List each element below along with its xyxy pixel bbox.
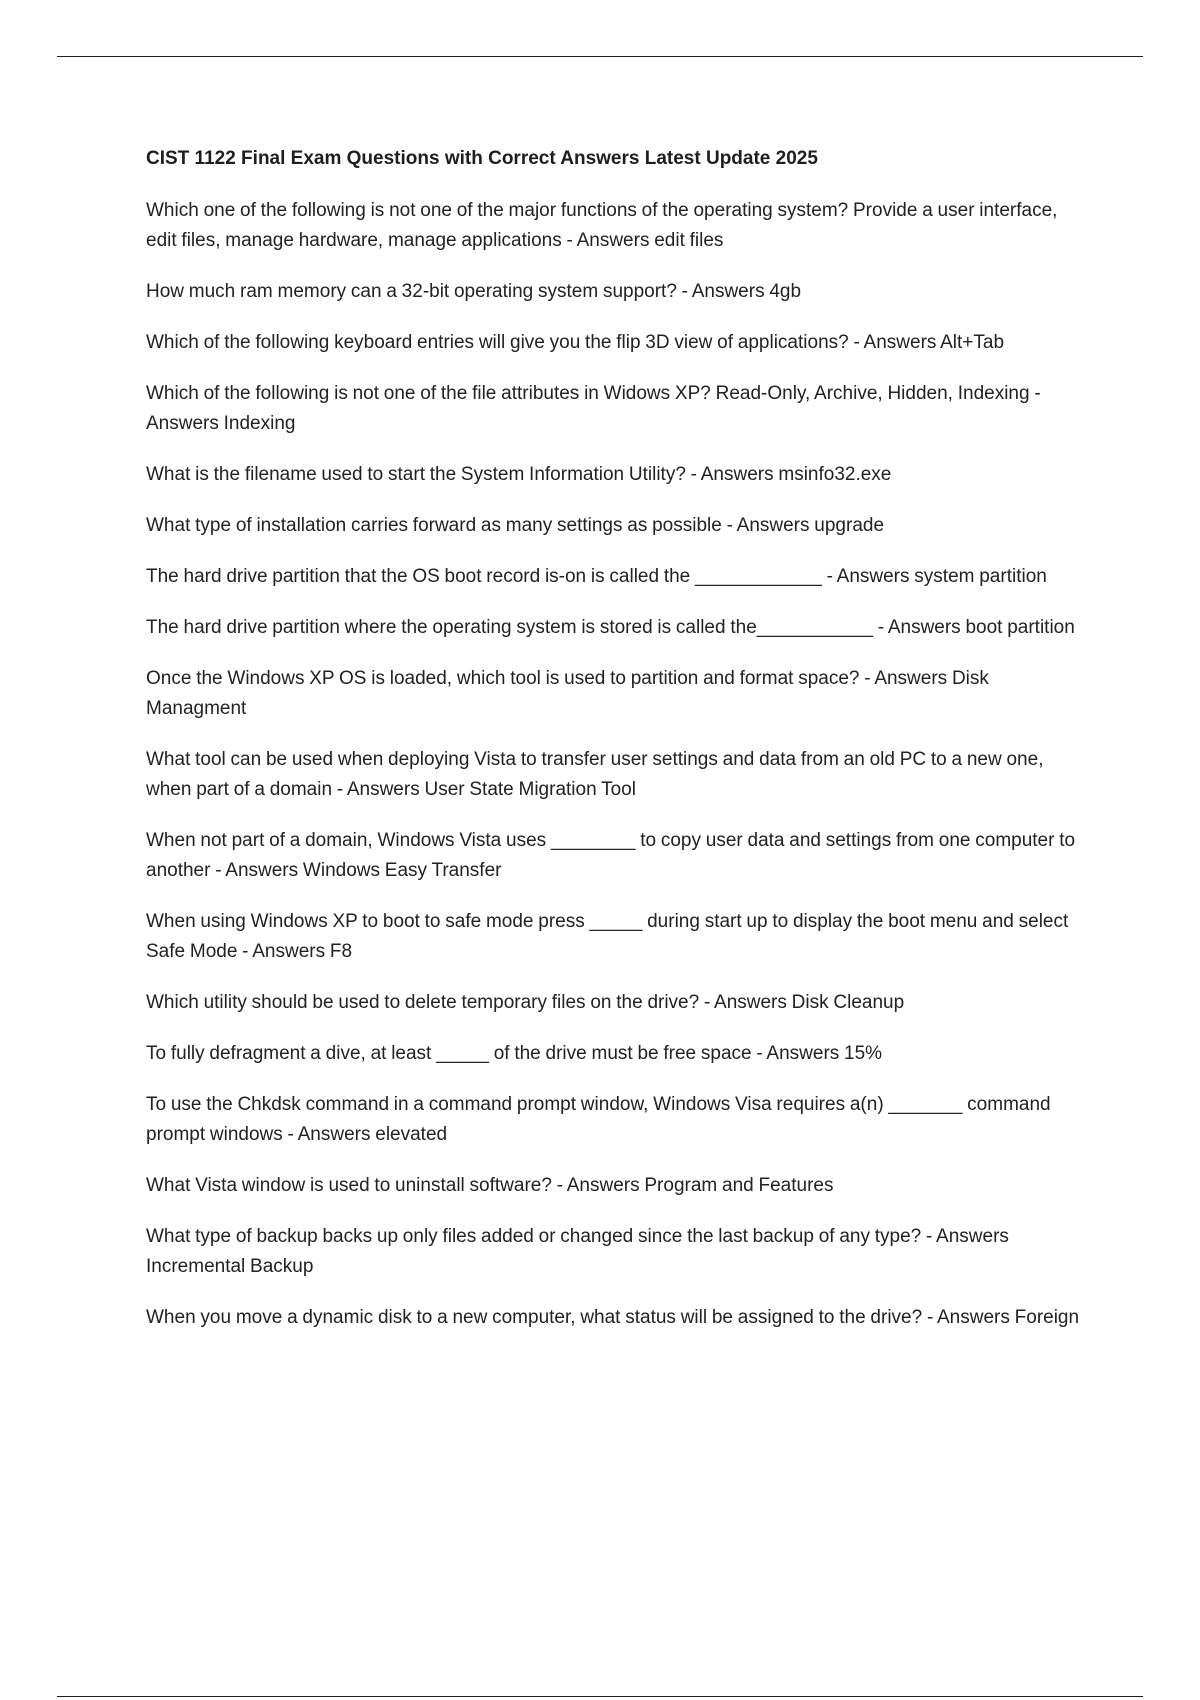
qa-item-10: What tool can be used when deploying Vista to transfer user settings and data from an old PC to a new one, when part of a domain - Answers User State Migration Tool (146, 749, 1044, 800)
qa-item-3: Which of the following keyboard entries will give you the flip 3D view of applications? - Answers Alt+Tab (146, 332, 1005, 353)
question-answer-list (146, 196, 1086, 1333)
qa-item-17: What type of backup backs up only files added or changed since the last backup of any type? - Answers Incremental Backup (146, 1226, 1009, 1277)
qa-item-1: Which one of the following is not one of the major functions of the operating system? Provide a user interface, edit files, manage hardware, manage applications - Answers edit files (146, 200, 1058, 251)
document-title: CIST 1122 Final Exam Questions with Correct Answers Latest Update 2025 (146, 148, 818, 169)
top-divider (57, 56, 1143, 57)
qa-item-5: What is the filename used to start the System Information Utility? - Answers msinfo32.exe (146, 464, 892, 485)
qa-item-6: What type of installation carries forward as many settings as possible - Answers upgrade (146, 515, 885, 536)
document-body (146, 146, 1086, 1354)
qa-item-14: To fully defragment a dive, at least _____ of the drive must be free space - Answers 15% (146, 1043, 883, 1064)
qa-item-15: To use the Chkdsk command in a command prompt window, Windows Visa requires a(n) _______ command prompt windows - Answers elevated (146, 1094, 1051, 1145)
qa-item-13: Which utility should be used to delete temporary files on the drive? - Answers Disk Cleanup (146, 992, 905, 1013)
qa-item-8: The hard drive partition where the operating system is stored is called the___________ - Answers boot partition (146, 617, 1075, 638)
qa-item-16: What Vista window is used to uninstall software? - Answers Program and Features (146, 1175, 834, 1196)
bottom-divider (57, 1696, 1143, 1697)
qa-item-7: The hard drive partition that the OS boot record is-on is called the ____________ - Answers system partition (146, 566, 1047, 587)
qa-item-4: Which of the following is not one of the file attributes in Widows XP? Read-Only, Archive, Hidden, Indexing - Answers Indexing (146, 383, 1041, 434)
qa-item-11: When not part of a domain, Windows Vista uses ________ to copy user data and settings from one computer to another - Answers Windows Easy Transfer (146, 830, 1076, 881)
qa-item-9: Once the Windows XP OS is loaded, which tool is used to partition and format space? - Answers Disk Managment (146, 668, 989, 719)
qa-item-12: When using Windows XP to boot to safe mode press _____ during start up to display the boot menu and select Safe Mode - Answers F8 (146, 911, 1069, 962)
qa-item-18: When you move a dynamic disk to a new computer, what status will be assigned to the drive? - Answers Foreign (146, 1307, 1080, 1328)
qa-item-2: How much ram memory can a 32-bit operating system support? - Answers 4gb (146, 281, 802, 302)
